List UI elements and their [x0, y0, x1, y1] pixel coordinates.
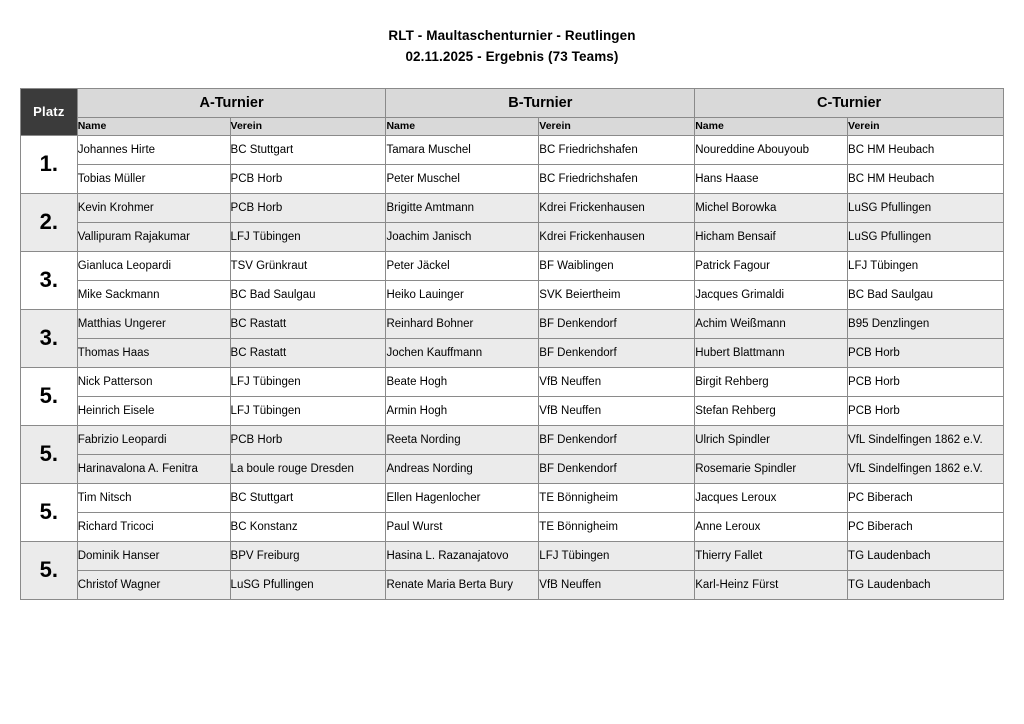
- table-row: [21, 570, 1004, 599]
- player-name-a: Thomas Haas: [77, 338, 230, 367]
- player-name-b: Peter Muschel: [386, 164, 539, 193]
- player-name-c: Noureddine Abouyoub: [695, 135, 848, 164]
- player-name-c: Jacques Grimaldi: [695, 280, 848, 309]
- table-row: [21, 483, 1004, 512]
- results-table: [20, 88, 1004, 600]
- rank-cell: 3.: [21, 309, 78, 367]
- player-name-c: Hubert Blattmann: [695, 338, 848, 367]
- table-header-row-tournaments: [21, 88, 1004, 117]
- table-row: [21, 396, 1004, 425]
- player-club-b: TE Bönnigheim: [539, 483, 695, 512]
- player-name-b: Peter Jäckel: [386, 251, 539, 280]
- player-club-a: LFJ Tübingen: [230, 222, 386, 251]
- player-club-b: BF Waiblingen: [539, 251, 695, 280]
- table-row: [21, 338, 1004, 367]
- player-club-c: BC HM Heubach: [848, 135, 1004, 164]
- table-row: [21, 425, 1004, 454]
- column-header-club-a: Verein: [230, 117, 386, 135]
- player-name-a: Gianluca Leopardi: [77, 251, 230, 280]
- player-club-c: BC Bad Saulgau: [848, 280, 1004, 309]
- player-name-a: Fabrizio Leopardi: [77, 425, 230, 454]
- player-club-b: Kdrei Frickenhausen: [539, 222, 695, 251]
- player-name-b: Reinhard Bohner: [386, 309, 539, 338]
- column-header-name-b: Name: [386, 117, 539, 135]
- table-body: [21, 135, 1004, 599]
- column-header-tournament-a: A-Turnier: [77, 88, 386, 117]
- player-club-b: VfB Neuffen: [539, 570, 695, 599]
- player-name-c: Birgit Rehberg: [695, 367, 848, 396]
- rank-cell: 2.: [21, 193, 78, 251]
- results-table-container: [20, 88, 1004, 600]
- player-club-b: BF Denkendorf: [539, 425, 695, 454]
- table-row: [21, 367, 1004, 396]
- player-name-c: Thierry Fallet: [695, 541, 848, 570]
- player-club-c: LuSG Pfullingen: [848, 193, 1004, 222]
- player-club-a: PCB Horb: [230, 193, 386, 222]
- player-name-b: Hasina L. Razanajatovo: [386, 541, 539, 570]
- player-name-b: Tamara Muschel: [386, 135, 539, 164]
- rank-cell: 5.: [21, 483, 78, 541]
- table-row: [21, 164, 1004, 193]
- table-row: [21, 512, 1004, 541]
- column-header-name-a: Name: [77, 117, 230, 135]
- player-name-a: Kevin Krohmer: [77, 193, 230, 222]
- player-name-c: Hicham Bensaif: [695, 222, 848, 251]
- player-name-c: Ulrich Spindler: [695, 425, 848, 454]
- player-club-c: LFJ Tübingen: [848, 251, 1004, 280]
- player-name-b: Ellen Hagenlocher: [386, 483, 539, 512]
- player-name-b: Armin Hogh: [386, 396, 539, 425]
- player-name-b: Brigitte Amtmann: [386, 193, 539, 222]
- player-club-a: PCB Horb: [230, 164, 386, 193]
- table-row: [21, 454, 1004, 483]
- player-club-a: BC Konstanz: [230, 512, 386, 541]
- player-club-b: BC Friedrichshafen: [539, 164, 695, 193]
- player-club-c: TG Laudenbach: [848, 541, 1004, 570]
- player-name-c: Rosemarie Spindler: [695, 454, 848, 483]
- player-club-a: BC Stuttgart: [230, 483, 386, 512]
- player-name-c: Achim Weißmann: [695, 309, 848, 338]
- player-name-a: Harinavalona A. Fenitra: [77, 454, 230, 483]
- player-club-a: LFJ Tübingen: [230, 396, 386, 425]
- rank-cell: 3.: [21, 251, 78, 309]
- player-name-c: Anne Leroux: [695, 512, 848, 541]
- player-name-a: Tobias Müller: [77, 164, 230, 193]
- column-header-tournament-b: B-Turnier: [386, 88, 695, 117]
- table-row: [21, 541, 1004, 570]
- player-club-c: PCB Horb: [848, 396, 1004, 425]
- player-name-b: Heiko Lauinger: [386, 280, 539, 309]
- page-title: RLT - Maultaschenturnier - Reutlingen: [388, 28, 636, 43]
- player-club-b: BF Denkendorf: [539, 338, 695, 367]
- player-name-c: Jacques Leroux: [695, 483, 848, 512]
- player-club-b: BF Denkendorf: [539, 309, 695, 338]
- column-header-tournament-c: C-Turnier: [695, 88, 1004, 117]
- table-row: [21, 251, 1004, 280]
- player-name-a: Johannes Hirte: [77, 135, 230, 164]
- player-club-a: PCB Horb: [230, 425, 386, 454]
- player-name-c: Patrick Fagour: [695, 251, 848, 280]
- player-club-c: TG Laudenbach: [848, 570, 1004, 599]
- table-header: [21, 88, 1004, 135]
- player-club-b: VfB Neuffen: [539, 367, 695, 396]
- player-club-b: SVK Beiertheim: [539, 280, 695, 309]
- player-name-b: Beate Hogh: [386, 367, 539, 396]
- table-row: [21, 193, 1004, 222]
- player-name-a: Christof Wagner: [77, 570, 230, 599]
- rank-cell: 5.: [21, 367, 78, 425]
- player-club-c: PC Biberach: [848, 483, 1004, 512]
- player-club-b: BC Friedrichshafen: [539, 135, 695, 164]
- player-name-b: Reeta Nording: [386, 425, 539, 454]
- player-name-a: Heinrich Eisele: [77, 396, 230, 425]
- player-club-a: BPV Freiburg: [230, 541, 386, 570]
- player-club-c: PCB Horb: [848, 338, 1004, 367]
- player-name-b: Paul Wurst: [386, 512, 539, 541]
- player-club-c: LuSG Pfullingen: [848, 222, 1004, 251]
- player-name-b: Renate Maria Berta Bury: [386, 570, 539, 599]
- column-header-rank: Platz: [21, 88, 78, 135]
- rank-cell: 5.: [21, 541, 78, 599]
- player-name-a: Richard Tricoci: [77, 512, 230, 541]
- player-club-b: TE Bönnigheim: [539, 512, 695, 541]
- table-row: [21, 309, 1004, 338]
- player-name-c: Stefan Rehberg: [695, 396, 848, 425]
- player-name-b: Joachim Janisch: [386, 222, 539, 251]
- player-club-b: LFJ Tübingen: [539, 541, 695, 570]
- table-header-row-subcolumns: [21, 117, 1004, 135]
- player-club-b: Kdrei Frickenhausen: [539, 193, 695, 222]
- rank-cell: 5.: [21, 425, 78, 483]
- rank-cell: 1.: [21, 135, 78, 193]
- player-name-c: Hans Haase: [695, 164, 848, 193]
- page-subtitle: 02.11.2025 - Ergebnis (73 Teams): [405, 48, 619, 64]
- table-row: [21, 222, 1004, 251]
- table-row: [21, 135, 1004, 164]
- player-club-a: BC Rastatt: [230, 309, 386, 338]
- column-header-club-c: Verein: [848, 117, 1004, 135]
- player-club-a: BC Rastatt: [230, 338, 386, 367]
- player-name-a: Mike Sackmann: [77, 280, 230, 309]
- player-name-c: Michel Borowka: [695, 193, 848, 222]
- player-club-a: LFJ Tübingen: [230, 367, 386, 396]
- table-row: [21, 280, 1004, 309]
- player-club-b: BF Denkendorf: [539, 454, 695, 483]
- column-header-club-b: Verein: [539, 117, 695, 135]
- player-club-c: VfL Sindelfingen 1862 e.V.: [848, 425, 1004, 454]
- player-name-a: Matthias Ungerer: [77, 309, 230, 338]
- player-club-a: BC Bad Saulgau: [230, 280, 386, 309]
- player-club-a: TSV Grünkraut: [230, 251, 386, 280]
- player-club-b: VfB Neuffen: [539, 396, 695, 425]
- player-club-c: B95 Denzlingen: [848, 309, 1004, 338]
- player-name-a: Tim Nitsch: [77, 483, 230, 512]
- player-name-b: Jochen Kauffmann: [386, 338, 539, 367]
- player-name-c: Karl-Heinz Fürst: [695, 570, 848, 599]
- player-club-c: PC Biberach: [848, 512, 1004, 541]
- player-name-a: Vallipuram Rajakumar: [77, 222, 230, 251]
- player-name-a: Nick Patterson: [77, 367, 230, 396]
- player-club-c: VfL Sindelfingen 1862 e.V.: [848, 454, 1004, 483]
- player-name-a: Dominik Hanser: [77, 541, 230, 570]
- player-club-c: BC HM Heubach: [848, 164, 1004, 193]
- column-header-name-c: Name: [695, 117, 848, 135]
- player-club-a: La boule rouge Dresden: [230, 454, 386, 483]
- player-name-b: Andreas Nording: [386, 454, 539, 483]
- player-club-a: LuSG Pfullingen: [230, 570, 386, 599]
- player-club-c: PCB Horb: [848, 367, 1004, 396]
- player-club-a: BC Stuttgart: [230, 135, 386, 164]
